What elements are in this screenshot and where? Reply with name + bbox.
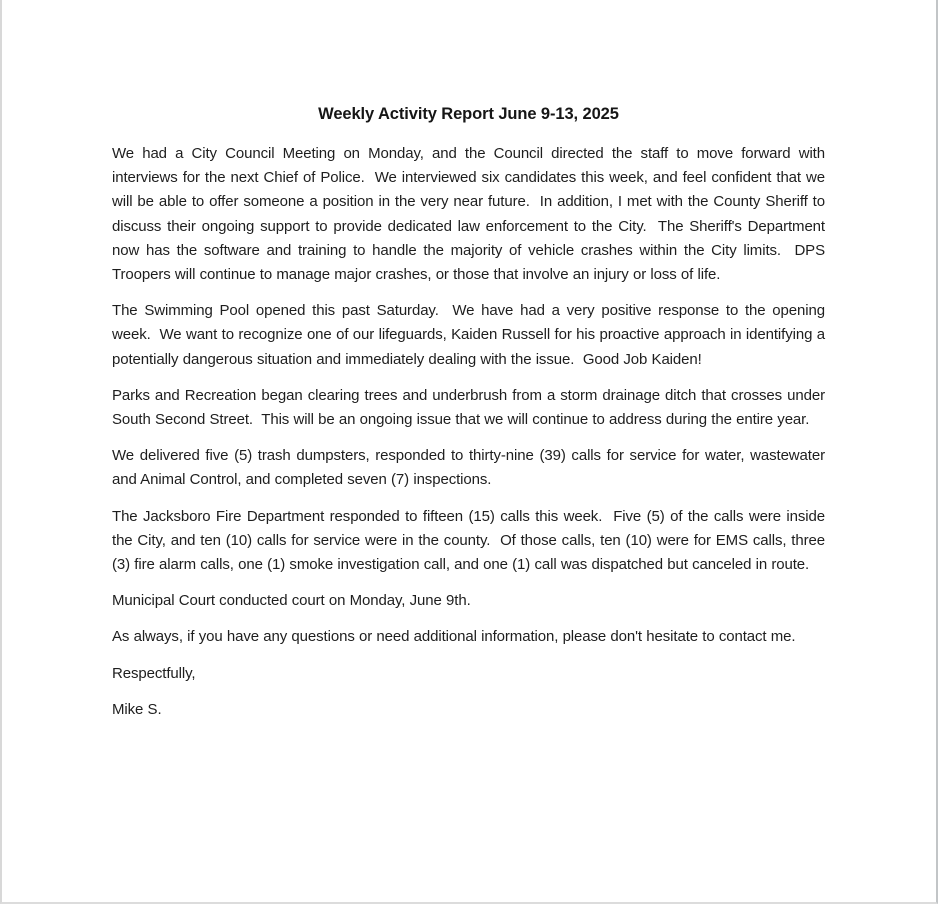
report-signature: Mike S.	[112, 700, 162, 718]
report-paragraph-fire-department: The Jacksboro Fire Department responded to fifteen (15) calls this week. Five (5) of the calls were inside the City, and ten (10) calls for service were in the county. Of those calls, ten (10) were for EMS calls, three (3) fire alarm calls, one (1) smoke investigation call, and one (1) call was dispatched but canceled in route.	[112, 507, 825, 574]
report-paragraph-municipal-court: Municipal Court conducted court on Monday, June 9th.	[112, 592, 471, 610]
report-paragraph-swimming-pool: The Swimming Pool opened this past Saturday. We have had a very positive response to the opening week. We want to recognize one of our lifeguards, Kaiden Russell for his proactive approach in identifying a potentially dangerous situation and immediately dealing with the issue. Good Job Kaiden!	[112, 302, 825, 368]
report-paragraph-utilities: We delivered five (5) trash dumpsters, responded to thirty-nine (39) calls for service for water, wastewater and Animal Control, and completed seven (7) inspections.	[112, 447, 825, 489]
report-paragraph-closing: As always, if you have any questions or need additional information, please don't hesitate to contact me.	[112, 628, 796, 646]
report-signoff: Respectfully,	[112, 664, 196, 682]
report-title: Weekly Activity Report June 9-13, 2025	[318, 105, 619, 123]
report-paragraph-council-police: We had a City Council Meeting on Monday, and the Council directed the staff to move forward with interviews for the next Chief of Police. We interviewed six candidates this week, and feel confident that we will be able to offer someone a position in the very near future. In addition, I met with the County Sheriff to discuss their ongoing support to provide dedicated law enforcement to the City. The Sheriff's Department now has the software and training to handle the majority of vehicle crashes within the City limits. DPS Troopers will continue to manage major crashes, or those that involve an injury or loss of life.	[112, 145, 825, 284]
report-paragraph-parks-recreation: Parks and Recreation began clearing trees and underbrush from a storm drainage ditch that crosses under South Second Street. This will be an ongoing issue that we will continue to address during the entire year.	[112, 386, 825, 429]
